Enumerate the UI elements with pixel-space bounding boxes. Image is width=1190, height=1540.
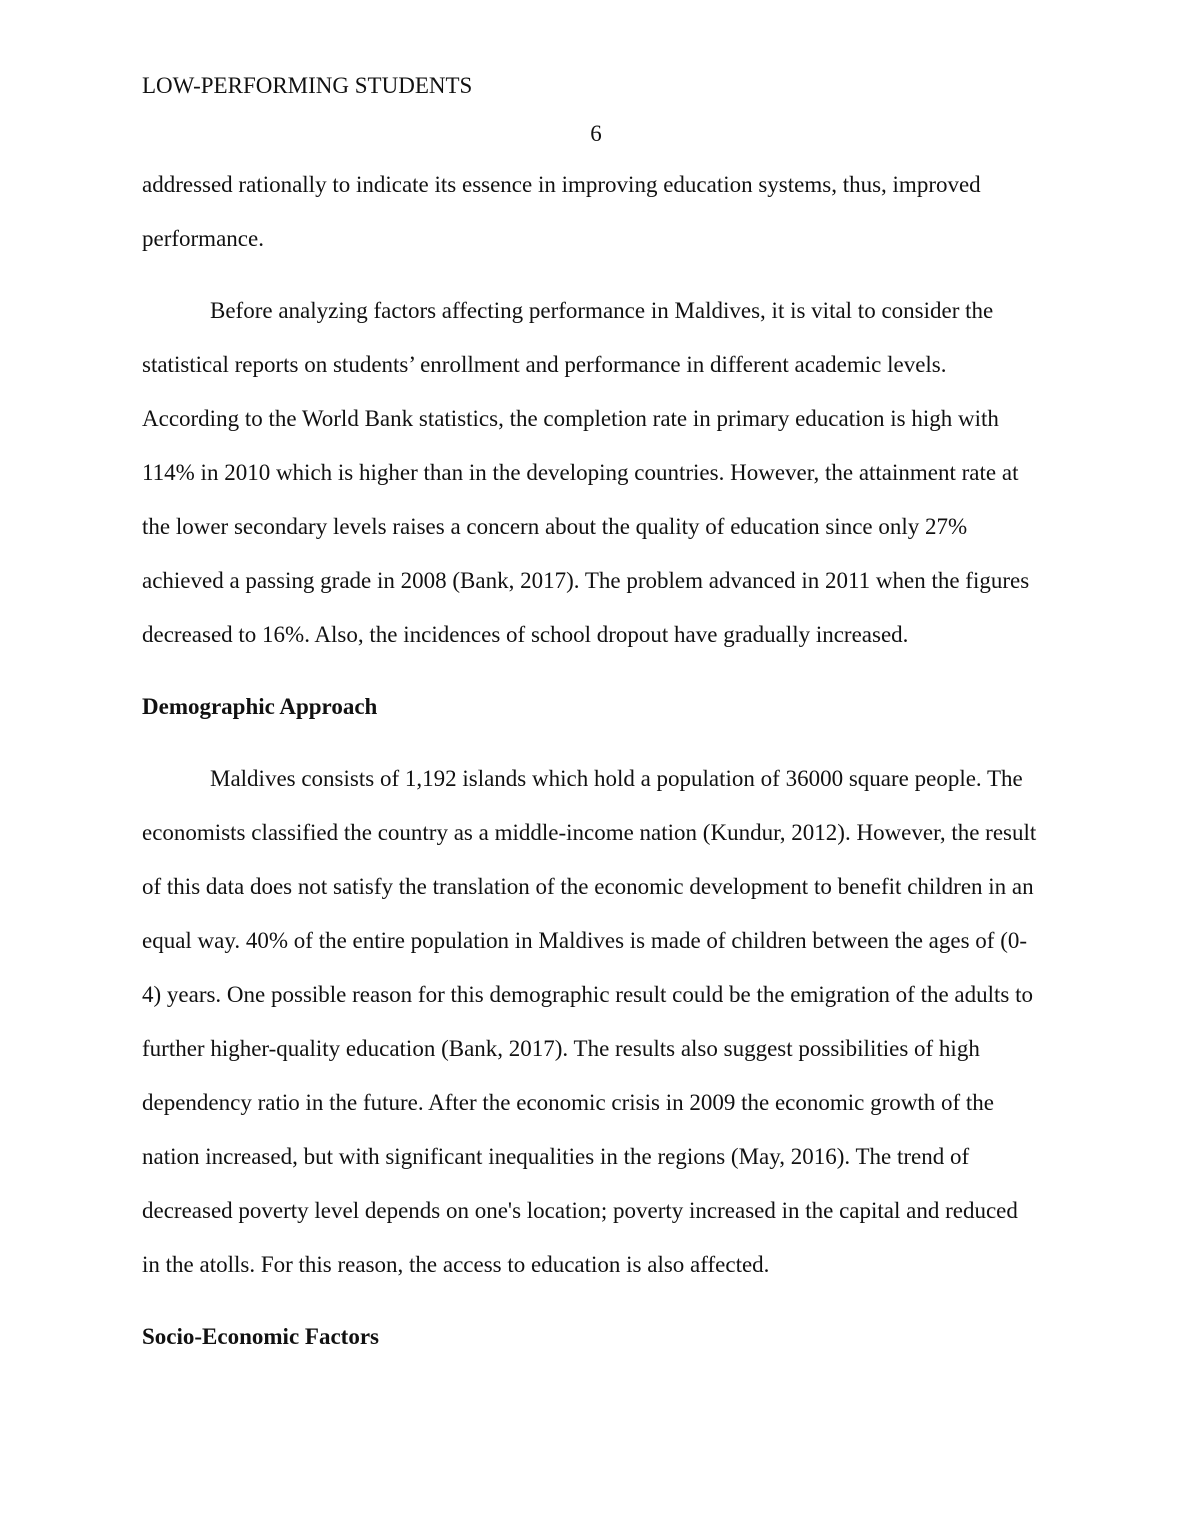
section-heading-socio-economic-factors: Socio-Economic Factors	[142, 1324, 379, 1349]
text-line: the lower secondary levels raises a concern about the quality of education since only 27%	[142, 514, 968, 539]
text-line: dependency ratio in the future. After the economic crisis in 2009 the economic growth of the	[142, 1090, 995, 1115]
text-line: achieved a passing grade in 2008 (Bank, 2017). The problem advanced in 2011 when the figures	[142, 568, 1030, 593]
text-line: 114% in 2010 which is higher than in the developing countries. However, the attainment rate at	[142, 460, 1019, 485]
paragraph-continuation	[142, 158, 1050, 266]
text-line: of this data does not satisfy the translation of the economic development to benefit children in an	[142, 874, 1034, 899]
text-line: in the atolls. For this reason, the access to education is also affected.	[142, 1252, 770, 1277]
text-line: 4) years. One possible reason for this demographic result could be the emigration of the adults to	[142, 982, 1034, 1007]
paragraph-statistics	[142, 284, 1050, 662]
text-line: decreased poverty level depends on one's location; poverty increased in the capital and reduced	[142, 1198, 1018, 1223]
text-line: further higher-quality education (Bank, 2017). The results also suggest possibilities of high	[142, 1036, 980, 1061]
section-heading-demographic-approach: Demographic Approach	[142, 694, 378, 719]
text-line: addressed rationally to indicate its essence in improving education systems, thus, improved	[142, 172, 981, 197]
text-line: Before analyzing factors affecting performance in Maldives, it is vital to consider the	[210, 298, 994, 323]
page-number: 6	[590, 121, 602, 146]
text-line: equal way. 40% of the entire population in Maldives is made of children between the ages of (0-	[142, 928, 1028, 953]
text-line: According to the World Bank statistics, the completion rate in primary education is high with	[142, 406, 999, 431]
text-line: performance.	[142, 226, 264, 251]
running-head: LOW-PERFORMING STUDENTS	[142, 73, 473, 98]
text-line: decreased to 16%. Also, the incidences of school dropout have gradually increased.	[142, 622, 909, 647]
text-line: nation increased, but with significant inequalities in the regions (May, 2016). The trend of	[142, 1144, 970, 1169]
text-line: economists classified the country as a middle-income nation (Kundur, 2012). However, the result	[142, 820, 1037, 845]
text-line: Maldives consists of 1,192 islands which hold a population of 36000 square people. The	[210, 766, 1023, 791]
text-line: statistical reports on students’ enrollment and performance in different academic levels.	[142, 352, 947, 377]
paragraph-demographic	[142, 752, 1050, 1292]
